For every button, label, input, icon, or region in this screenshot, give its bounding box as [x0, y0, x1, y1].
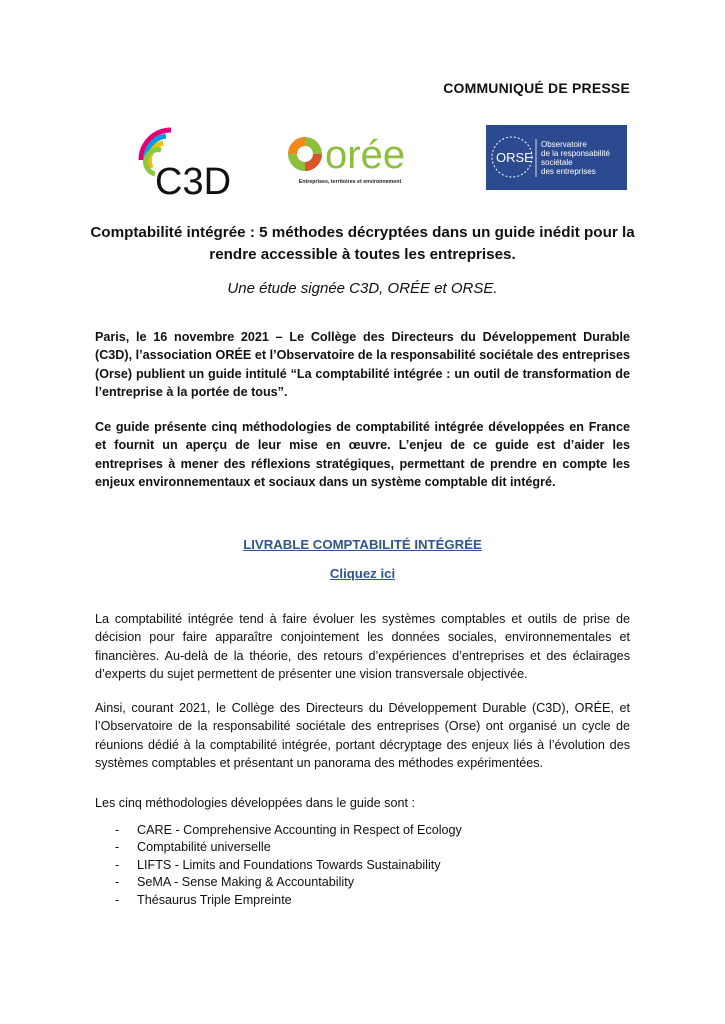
- integrated-accounting-paragraph: La comptabilité intégrée tend à faire évoluer les systèmes comptables et outils de prise de décision pour faire apparaître conjointement les données sociales, environnementales et financières. Au-delà de la théorie, des retours d’expériences d’entreprises et des éclairages d’experts du sujet permettent de présenter une vision transversale objectivée.: [95, 612, 630, 682]
- deliverable-link[interactable]: LIVRABLE COMPTABILITÉ INTÉGRÉE: [243, 537, 482, 552]
- list-item: [115, 892, 462, 909]
- list-item: [115, 857, 462, 874]
- method-lifts: LIFTS - Limits and Foundations Towards Sustainability: [137, 857, 441, 872]
- intro-paragraph: Paris, le 16 novembre 2021 – Le Collège des Directeurs du Développement Durable (C3D), l’association ORÉE et l’Observatoire de la responsabilité sociétale des entreprises (Orse) publient un guide intitulé “La comptabilité intégrée : un outil de transformation de l’entreprise à la portée de tous”.: [95, 330, 630, 400]
- headline-line-1: Comptabilité intégrée : 5 méthodes décryptées dans un guide inédit pour la: [90, 224, 635, 241]
- oree-tagline: Entreprises, territoires et environnement: [298, 179, 402, 185]
- list-marker: -: [115, 840, 120, 855]
- meetings-paragraph: Ainsi, courant 2021, le Collège des Directeurs du Développement Durable (C3D), ORÉE, et l’Observatoire de la responsabilité sociétale des entreprises (Orse) ont organisé un cycle de réunions dédié à la comptabilité intégrée, portant décryptage des enjeux liés à l’évolution des systèmes comptables et présentant un panorama des méthodes expérimentées.: [95, 701, 630, 771]
- orse-line-2: de la responsabilité: [541, 149, 610, 158]
- method-care: CARE - Comprehensive Accounting in Respect of Ecology: [137, 823, 462, 837]
- list-marker: -: [115, 857, 120, 872]
- headline-line-2: rendre accessible à toutes les entreprises.: [209, 246, 516, 263]
- list-item: [115, 874, 462, 891]
- list-marker: -: [115, 875, 120, 890]
- list-item: [115, 839, 462, 856]
- methods-list: [115, 822, 462, 909]
- click-here-link[interactable]: Cliquez ici: [329, 566, 396, 581]
- orse-line-1: Observatoire: [541, 140, 587, 149]
- subtitle: Une étude signée C3D, ORÉE et ORSE.: [227, 280, 498, 297]
- guide-paragraph: Ce guide présente cinq méthodologies de comptabilité intégrée développées en France et fournit un aperçu de leur mise en œuvre. L’enjeu de ce guide est d’aider les entreprises à mener des réflexions stratégiques, permettant de prendre en compte les enjeux environnementaux et sociaux dans un système comptable dit intégré.: [95, 420, 630, 490]
- method-sema: SeMA - Sense Making & Accountability: [137, 875, 355, 890]
- orse-logo-text: ORSE: [496, 150, 533, 165]
- oree-logo: [285, 128, 415, 190]
- press-release-label: COMMUNIQUÉ DE PRESSE: [443, 80, 630, 96]
- orse-line-4: des entreprises: [541, 167, 596, 176]
- c3d-logo: [133, 122, 233, 202]
- list-marker: -: [115, 823, 120, 837]
- oree-logo-text: orée: [325, 133, 406, 177]
- c3d-logo-text: C3D: [155, 161, 232, 202]
- method-universal: Comptabilité universelle: [137, 840, 271, 855]
- list-item: [115, 822, 462, 839]
- orse-logo: [486, 125, 627, 190]
- orse-line-3: sociétale: [541, 158, 573, 167]
- methods-intro: Les cinq méthodologies développées dans le guide sont :: [95, 796, 415, 810]
- method-thesaurus: Thésaurus Triple Empreinte: [137, 892, 292, 907]
- headline: [60, 222, 665, 266]
- list-marker: -: [115, 892, 120, 907]
